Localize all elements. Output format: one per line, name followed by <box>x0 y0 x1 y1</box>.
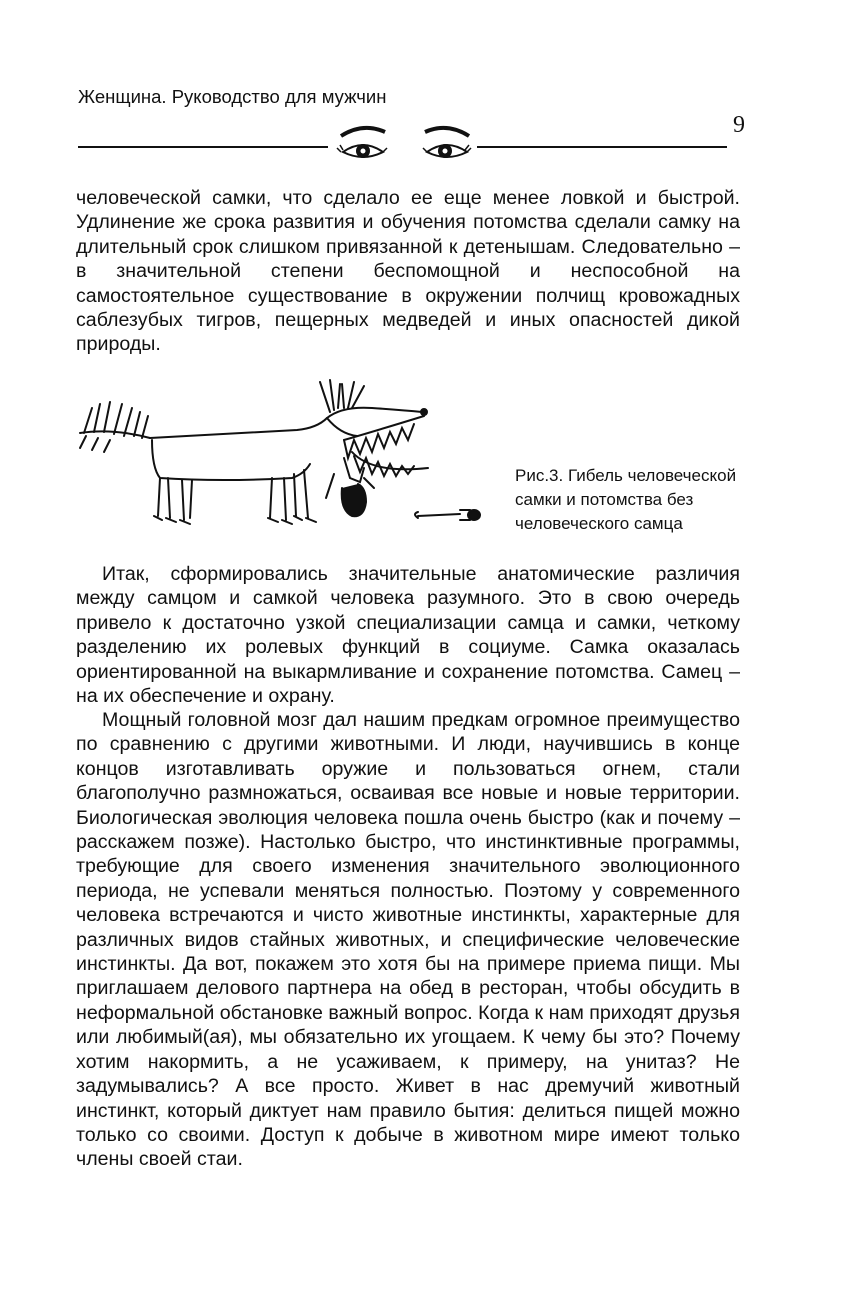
eyes-ornament-icon <box>335 122 475 172</box>
paragraph-3: Мощный головной мозг дал нашим предкам огромное преимущество по сравнению с другими животными. И люди, научившись в конце концов изготавливать оружие и пользоваться огнем, стали благополучно размножаться, осваивая все новые и новые территории. Биологическая эволюция человека пошла очень быстро (как и почему – расскажем позже). Настолько быстро, что инстинктивные программы, требующие для своего изменения значительного эволюционного периода, не успевали меняться полностью. Поэтому у современного человека встречаются и чисто животные инстинкты, характерные для различных видов стайных животных, и специфические человеческие инстинкты. Да вот, покажем это хотя бы на примере приема пищи. Мы приглашаем делового партнера на обед в ресторан, чтобы обсудить в неформальной обстановке важный вопрос. Когда к нам приходят друзья или любимый(ая), мы обязательно их угощаем. К чему бы это? Почему хотим накормить, а не усаживаем, к примеру, на унитаз? Не задумывались? А все просто. Живет в нас дремучий животный инстинкт, который диктует нам правило бытия: делиться пищей можно только со своими. Доступ к добыче в животном мире имеют только члены своей стаи. <box>76 709 740 1171</box>
header-rule-right <box>477 146 727 148</box>
running-title: Женщина. Руководство для мужчин <box>78 86 387 107</box>
page-number: 9 <box>733 112 745 138</box>
paragraph-2: Итак, сформировались значительные анатомические различия между самцом и самкой человека разумного. Это в свою очередь привело к достаточно узкой специализации самца и самки, четкому разделению их ролевых функций в социуме. Самка оказалась ориентированной на выкармливание и сохранение потомства. Самец – на их обеспечение и охрану. <box>76 563 740 708</box>
wolf-figure-drawing <box>72 378 492 538</box>
figure-caption: Рис.3. Гибель человеческой самки и потомства без человеческого самца <box>515 466 737 533</box>
paragraph-1: человеческой самки, что сделало ее еще менее ловкой и быстрой. Удлинение же срока развития и обучения потомства сделали самку на длительный срок слишком привязанной к детенышам. Следовательно – в значительной степени беспомощной и неспособной на самостоятельное существование в окружении полчищ кровожадных саблезубых тигров, пещерных медведей и иных опасностей дикой природы. <box>76 187 740 356</box>
header-rule-left <box>78 146 328 148</box>
